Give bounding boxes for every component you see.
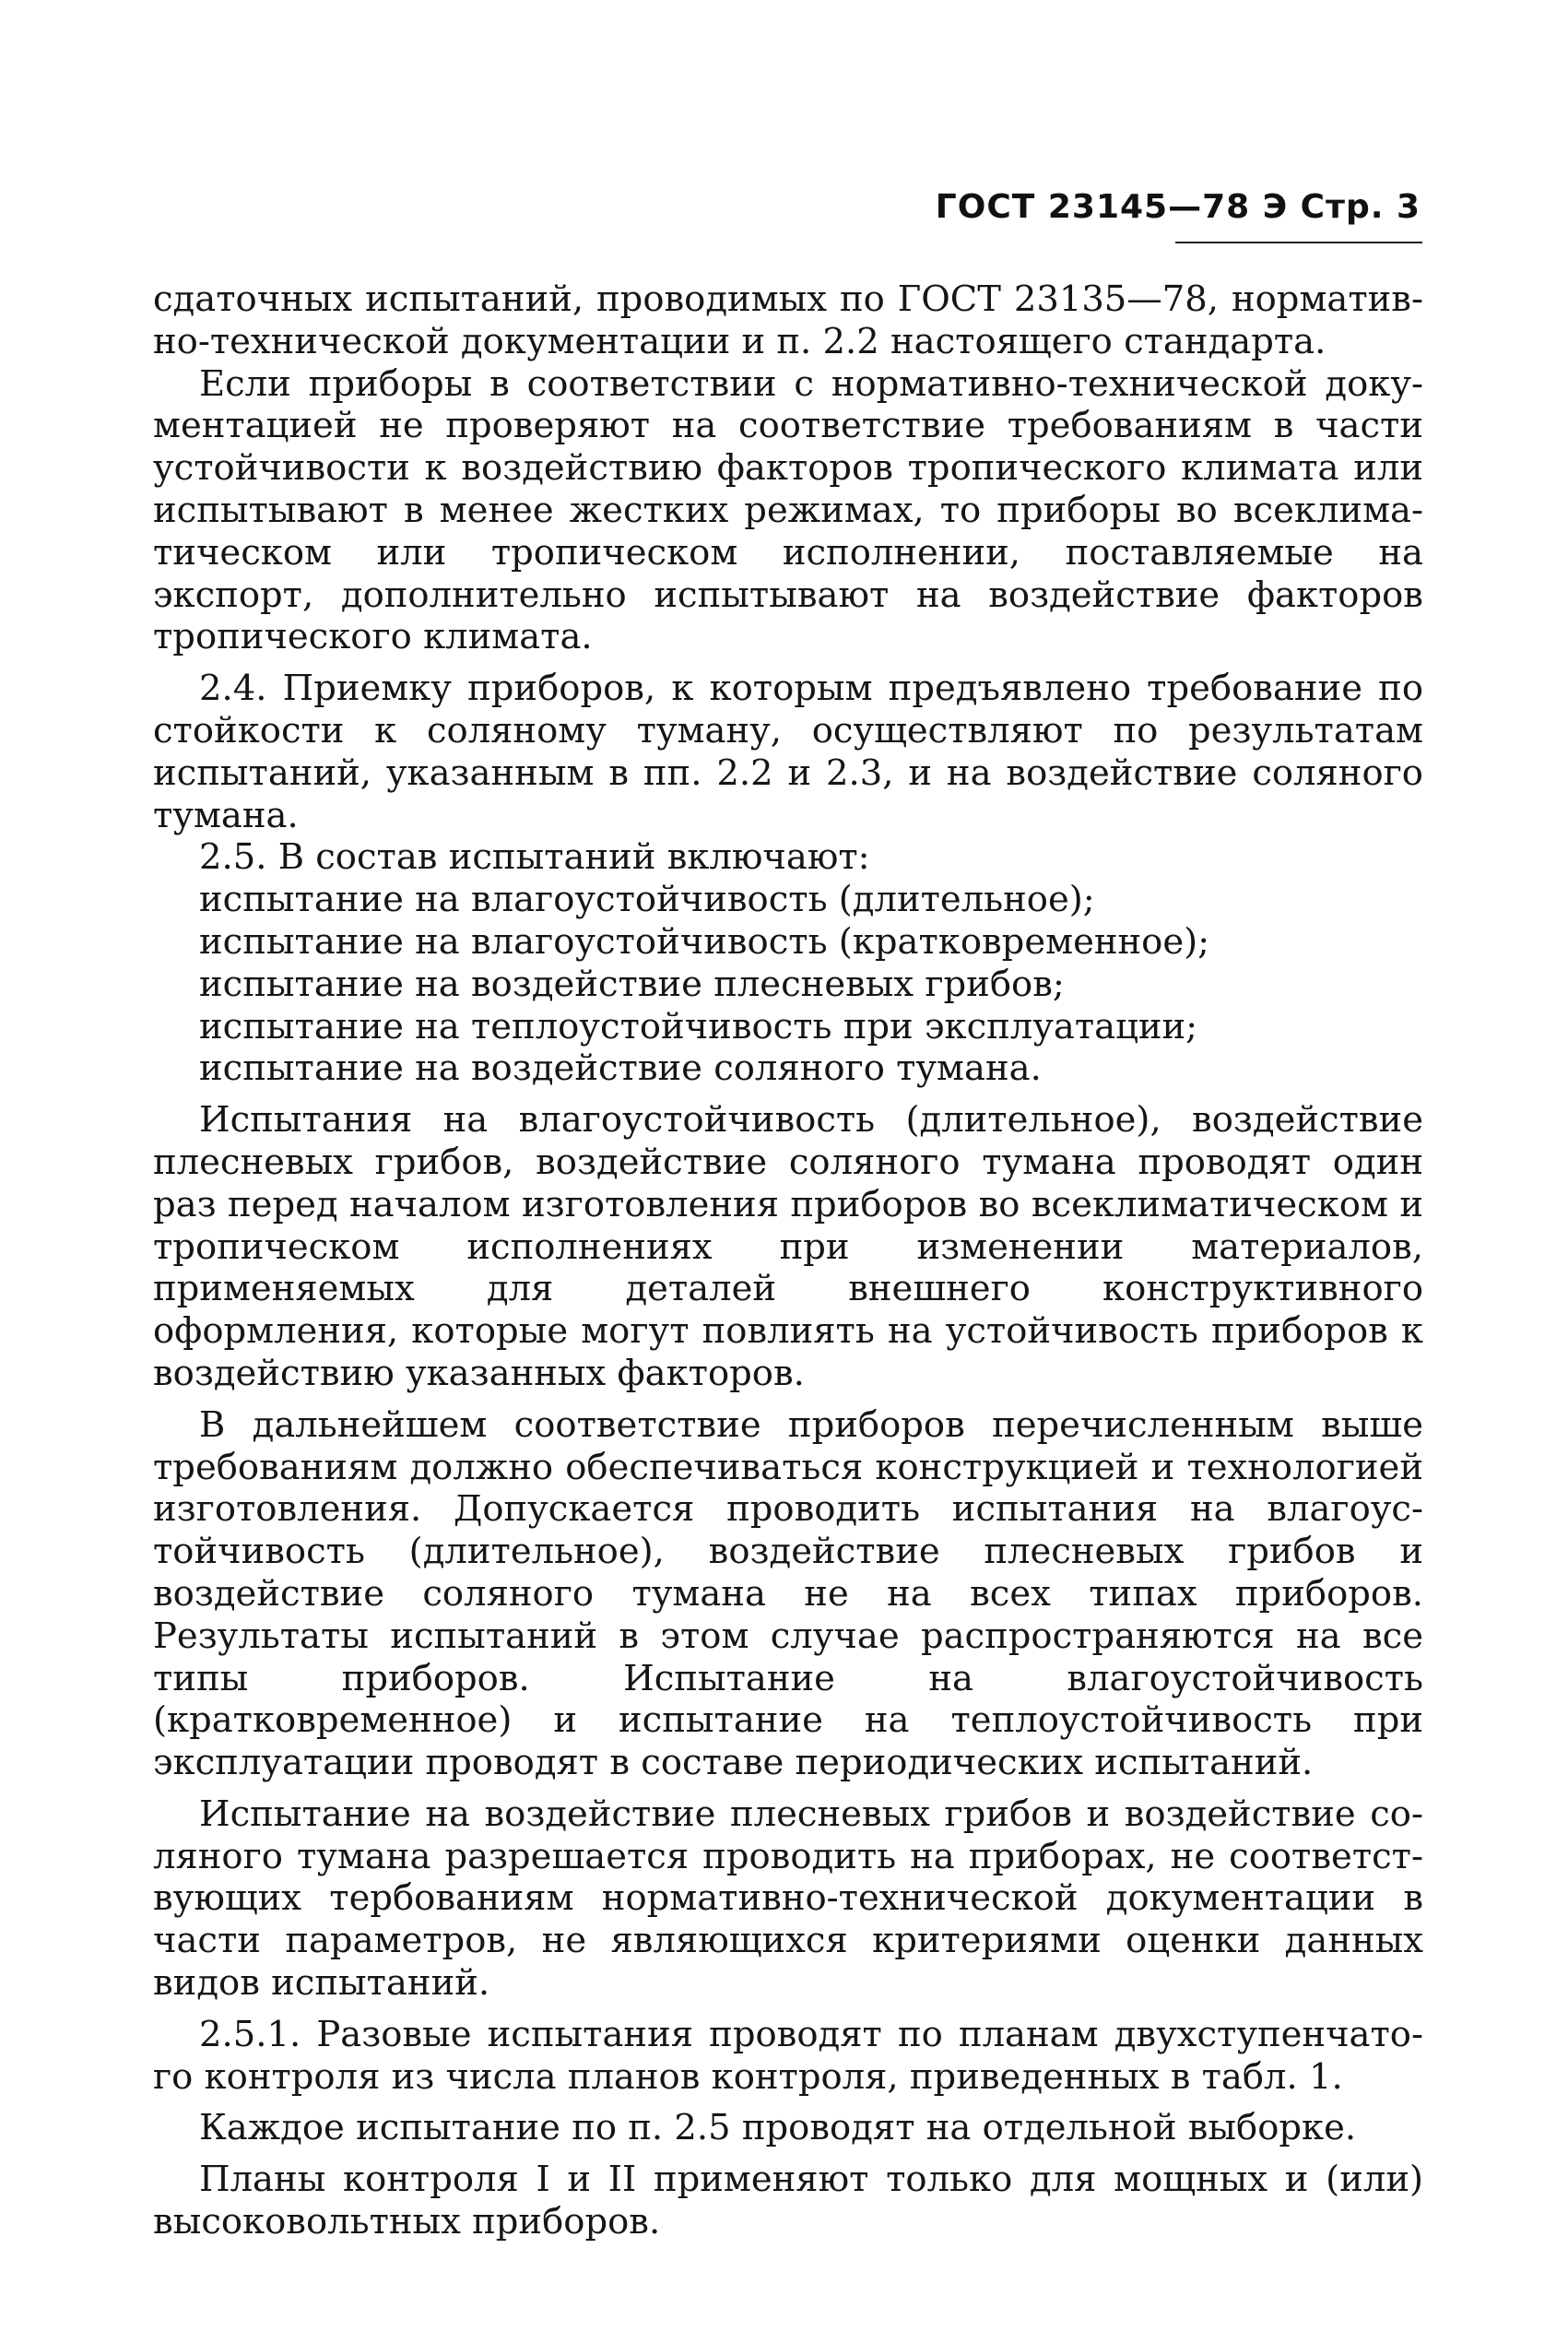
paragraph: Планы контроля I и II применяют только для мощных и (или) высоковольтных приборов. (153, 2159, 1423, 2243)
list-item: испытание на теплоустойчивость при эксплуатации; (199, 1005, 1198, 1047)
list-item: испытание на воздействие соляного тумана. (199, 1047, 1042, 1090)
paragraph-clause-2-5-1: 2.5.1. Разовые испытания проводят по планам двухступенчатого контроля из числа планов контроля, приведенных в табл. 1. (153, 2013, 1423, 2098)
paragraph: В дальнейшем соответствие приборов перечисленным выше требованиям должно обеспечиваться конструкцией и технологией изготовления. Допускается проводить испытания на влагоустойчивость (длительное), воздействие плесневых грибов и воздействие соляного тумана не на всех типах приборов. Результаты испытаний в этом случае распространяются на все типы приборов. Испытание на влагоустойчивость (кратковременное) и испытание на теплоустойчивость при эксплуатации проводят в составе периодических испытаний. (153, 1403, 1423, 1784)
paragraph: Если приборы в соответствии с нормативно-технической документацией не проверяют на соответствие требованиям в части устойчивости к воздействию факторов тропического климата или испытывают в менее жестких режимах, то приборы во всеклиматическом или тропическом исполнении, поставляемые на экспорт, дополнительно испытывают на воздействие факторов тропического климата. (153, 362, 1423, 658)
tests-list (153, 879, 1423, 1090)
header-rule (1175, 242, 1422, 243)
document-body (153, 278, 1423, 2243)
paragraph: Испытание на воздействие плесневых грибов и воздействие соляного тумана разрешается проводить на приборах, не соответствующих тербованиям нормативно-технической документации в части параметров, не являющихся критериями оценки данных видов испытаний. (153, 1793, 1423, 2005)
list-item: испытание на влагоустойчивость (длительное); (199, 879, 1095, 921)
paragraph-clause-2-5: 2.5. В состав испытаний включают: (199, 836, 870, 879)
paragraph-clause-2-4: 2.4. Приемку приборов, к которым предъявлено требование по стойкости к соляному туману, осуществляют по результатам испытаний, указанным в пп. 2.2 и 2.3, и на воздействие соляного тумана. (153, 668, 1423, 836)
page-header: ГОСТ 23145—78 Э Стр. 3 (935, 188, 1421, 226)
paragraph: Каждое испытание по п. 2.5 проводят на отдельной выборке. (199, 2107, 1357, 2149)
list-item: испытание на влагоустойчивость (кратковременное); (199, 920, 1210, 963)
paragraph-continuation: сдаточных испытаний, проводимых по ГОСТ 23135—78, нормативно-технической документации и п. 2.2 настоящего стандарта. (153, 278, 1423, 362)
list-item: испытание на воздействие плесневых грибов; (199, 963, 1065, 1005)
paragraph: Испытания на влагоустойчивость (длительное), воздействие плесневых грибов, воздействие соляного тумана проводят один раз перед началом изготовления приборов во всеклиматическом и тропическом исполнениях при изменении материалов, применяемых для деталей внешнего конструктивного оформления, которые могут повлиять на устойчивость приборов к воздействию указанных факторов. (153, 1099, 1423, 1394)
